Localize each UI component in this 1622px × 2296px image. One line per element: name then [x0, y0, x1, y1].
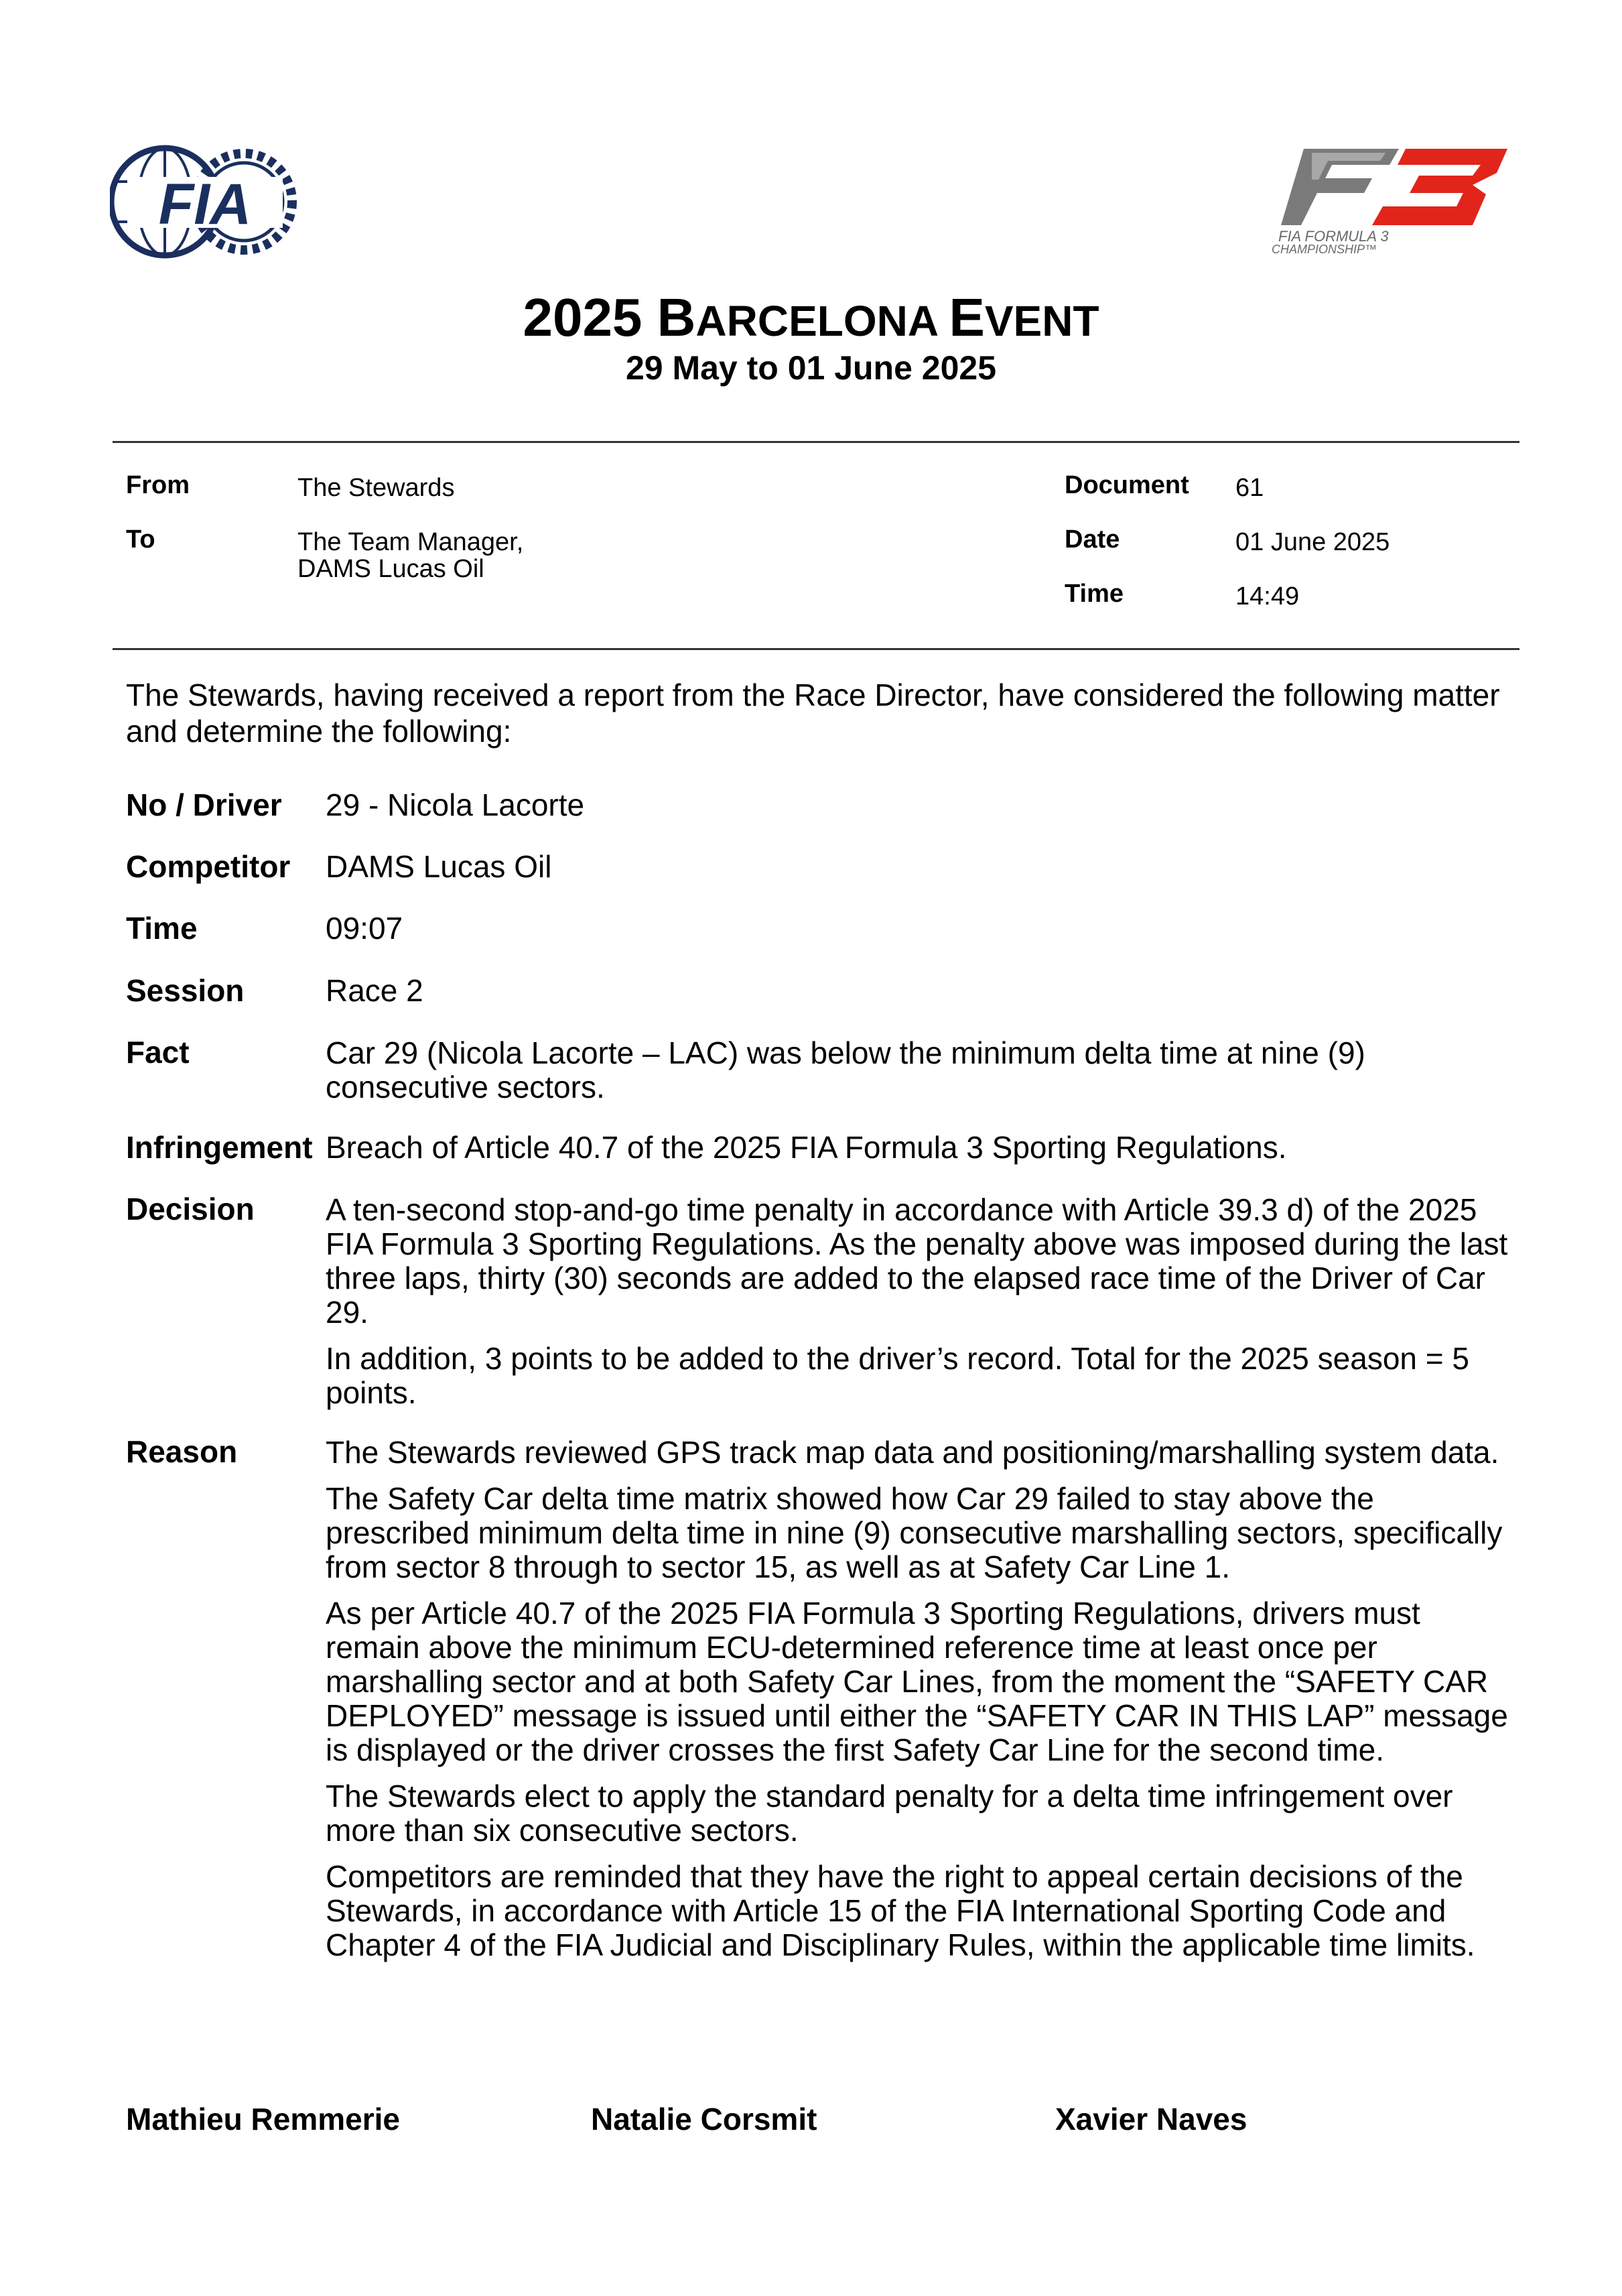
decision-paragraph: A ten-second stop-and-go time penalty in accordance with Article 39.3 d) of the 2025 FIA Formula 3 Sporting Regulations. As the penalty above was imposed during the last three laps, thirty (30) seconds are added to the elapsed race time of the Driver of Car 29. [326, 1192, 1508, 1330]
decision-text [326, 1193, 1515, 1422]
document-label: Document [1065, 471, 1189, 499]
time-label: Time [1065, 580, 1124, 608]
infringement-value: Breach of Article 40.7 of the 2025 FIA Formula 3 Sporting Regulations. [326, 1130, 1287, 1165]
header-top-divider [113, 441, 1519, 443]
fact-label: Fact [126, 1035, 190, 1070]
fact-value: Car 29 (Nicola Lacorte – LAC) was below the minimum delta time at nine (9) consecutive sectors. [326, 1035, 1365, 1104]
reason-text [326, 1436, 1515, 1974]
time-row-label: Time [126, 911, 198, 946]
f3-logo-text-line1: FIA FORMULA 3 [1278, 228, 1389, 245]
session-value: Race 2 [326, 973, 423, 1008]
decision-label: Decision [126, 1192, 255, 1226]
from-label: From [126, 471, 190, 499]
reason-paragraph: The Safety Car delta time matrix showed how Car 29 failed to stay above the prescribed minimum delta time in nine (9) consecutive marshalling sectors, specifically from sector 8 through to sector 15, as well as at Safety Car Line 1. [326, 1481, 1503, 1584]
reason-label: Reason [126, 1434, 238, 1469]
event-dates: 29 May to 01 June 2025 [625, 349, 997, 387]
to-value-line1: The Team Manager, [297, 528, 524, 556]
f3-championship-logo [1272, 142, 1519, 255]
from-value: The Stewards [297, 474, 455, 502]
f3-logo-text-line2: CHAMPIONSHIP™ [1272, 243, 1377, 255]
fia-logo-text: FIA [158, 172, 252, 237]
to-value-line2: DAMS Lucas Oil [297, 555, 484, 583]
time-value: 14:49 [1235, 582, 1300, 611]
driver-value: 29 - Nicola Lacorte [326, 787, 585, 822]
fia-logo [110, 137, 300, 267]
document-number: 61 [1235, 474, 1264, 502]
date-value: 01 June 2025 [1235, 528, 1390, 556]
decision-paragraph: In addition, 3 points to be added to the driver’s record. Total for the 2025 season = 5 points. [326, 1341, 1469, 1410]
signature-steward: Mathieu Remmerie [126, 2102, 401, 2136]
reason-paragraph: Competitors are reminded that they have the right to appeal certain decisions of the Stewards, in accordance with Article 15 of the FIA International Sporting Code and Chapter 4 of the FIA Judicial and Disciplinary Rules, within the applicable time limits. [326, 1859, 1475, 1962]
signature-steward: Natalie Corsmit [591, 2102, 817, 2136]
competitor-value: DAMS Lucas Oil [326, 849, 552, 884]
to-label: To [126, 525, 155, 554]
intro-paragraph: The Stewards, having received a report from the Race Director, have considered the following matter and determine the following: [126, 678, 1500, 749]
infringement-label: Infringement [126, 1130, 313, 1165]
date-label: Date [1065, 525, 1120, 554]
reason-paragraph: As per Article 40.7 of the 2025 FIA Formula 3 Sporting Regulations, drivers must remain above the minimum ECU-determined reference time at least once per marshalling sector and at both Safety Car Lines, from the moment the “SAFETY CAR DEPLOYED” message is issued until either the “SAFETY CAR IN THIS LAP” message is displayed or the driver crosses the first Safety Car Line for the second time. [326, 1596, 1508, 1767]
session-label: Session [126, 973, 245, 1008]
reason-paragraph: The Stewards elect to apply the standard penalty for a delta time infringement over more than six consecutive sectors. [326, 1779, 1453, 1848]
header-bottom-divider [113, 648, 1519, 650]
competitor-label: Competitor [126, 849, 291, 884]
reason-paragraph: The Stewards reviewed GPS track map data and positioning/marshalling system data. [326, 1435, 1499, 1470]
signature-steward: Xavier Naves [1055, 2102, 1247, 2136]
time-row-value: 09:07 [326, 911, 403, 946]
driver-label: No / Driver [126, 787, 282, 822]
document-title: 2025 BARCELONA EVENT [523, 288, 1099, 347]
